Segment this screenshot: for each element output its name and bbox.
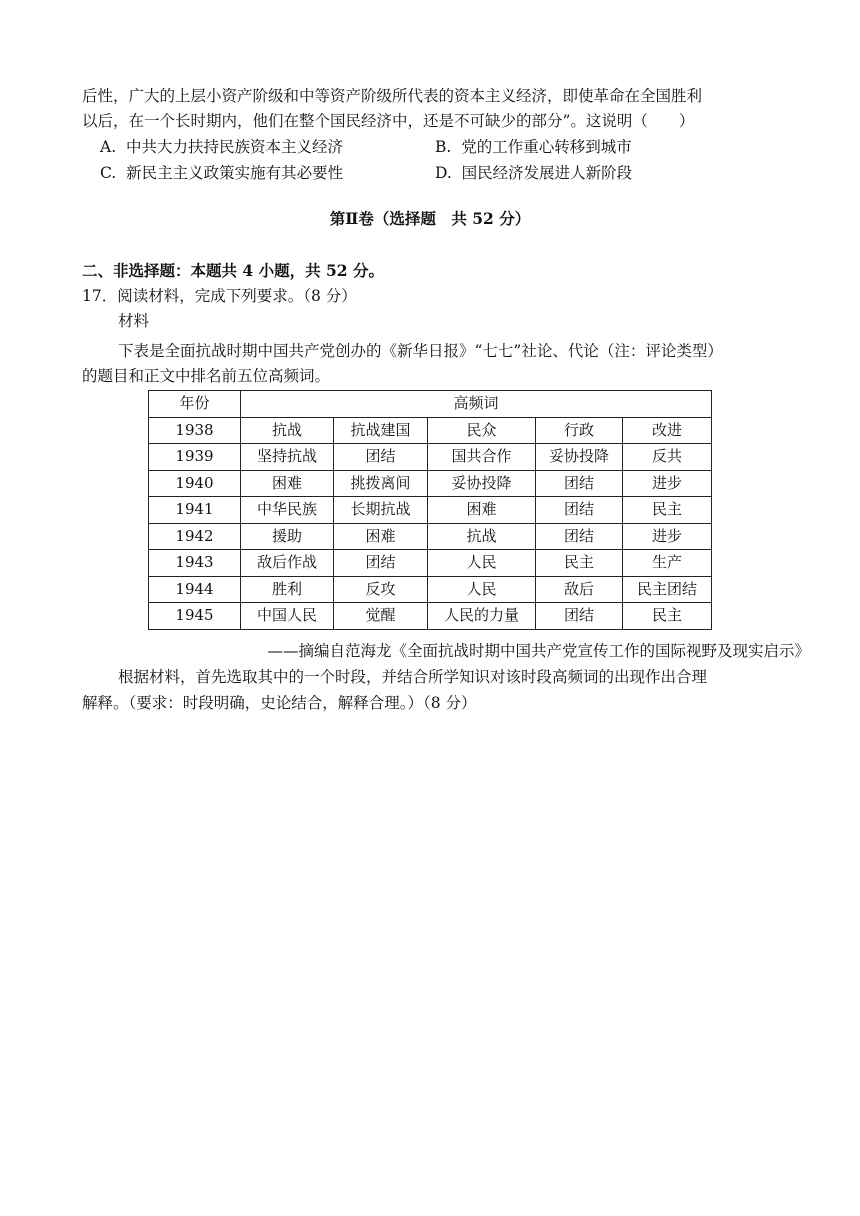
- word-cell: 人民: [428, 550, 536, 577]
- word-cell: 行政: [536, 417, 623, 444]
- word-cell: 觉醒: [334, 603, 428, 630]
- year-cell: 1942: [149, 523, 241, 550]
- prev-question-line-1: 后性，广大的上层小资产阶级和中等资产阶级所代表的资本主义经济，即使革命在全国胜利: [82, 87, 703, 105]
- question-stem: 17．阅读材料，完成下列要求。（8 分）: [82, 287, 357, 305]
- word-cell: 进步: [623, 470, 712, 497]
- word-cell: 中国人民: [241, 603, 334, 630]
- year-cell: 1945: [149, 603, 241, 630]
- option-letter: D.: [435, 164, 452, 182]
- word-cell: 援助: [241, 523, 334, 550]
- option-c: [100, 162, 343, 184]
- word-cell: 反共: [623, 444, 712, 471]
- word-cell: 妥协投降: [536, 444, 623, 471]
- word-cell: 敌后: [536, 576, 623, 603]
- option-text: 中共大力扶持民族资本主义经济: [125, 138, 343, 156]
- part-heading: 二、非选择题：本题共 4 小题，共 52 分。: [82, 261, 384, 280]
- option-d: [435, 162, 632, 184]
- word-cell: 胜利: [241, 576, 334, 603]
- year-cell: 1944: [149, 576, 241, 603]
- table-row: [149, 470, 712, 497]
- table-row: [149, 603, 712, 630]
- word-cell: 民主团结: [623, 576, 712, 603]
- table-row: [149, 576, 712, 603]
- word-cell: 生产: [623, 550, 712, 577]
- year-cell: 1940: [149, 470, 241, 497]
- word-cell: 困难: [334, 523, 428, 550]
- table-header-row: [149, 391, 712, 418]
- word-cell: 团结: [334, 444, 428, 471]
- word-cell: 抗战: [428, 523, 536, 550]
- word-cell: 长期抗战: [334, 497, 428, 524]
- year-cell: 1939: [149, 444, 241, 471]
- material-label: 材料: [118, 312, 150, 330]
- word-cell: 挑拨离间: [334, 470, 428, 497]
- word-cell: 抗战: [241, 417, 334, 444]
- option-text: 新民主主义政策实施有其必要性: [126, 164, 344, 182]
- word-cell: 困难: [241, 470, 334, 497]
- word-cell: 妥协投降: [428, 470, 536, 497]
- word-cell: 坚持抗战: [241, 444, 334, 471]
- table-row: [149, 444, 712, 471]
- material-intro-line-2: 的题目和正文中排名前五位高频词。: [82, 367, 331, 385]
- prev-question-line-2: 以后，在一个长时期内，他们在整个国民经济中，还是不可缺少的部分”。这说明（ ）: [82, 112, 695, 130]
- table-row: [149, 550, 712, 577]
- material-intro-line-1: 下表是全面抗战时期中国共产党创办的《新华日报》“七七”社论、代论（注：评论类型）: [118, 342, 723, 360]
- option-b: [435, 136, 632, 158]
- section-title: 第Ⅱ卷（选择题 共 52 分）: [329, 209, 531, 228]
- option-letter: A.: [100, 138, 117, 156]
- word-cell: 国共合作: [428, 444, 536, 471]
- word-cell: 团结: [334, 550, 428, 577]
- word-cell: 民主: [623, 603, 712, 630]
- word-cell: 改进: [623, 417, 712, 444]
- word-cell: 人民: [428, 576, 536, 603]
- word-cell: 中华民族: [241, 497, 334, 524]
- word-cell: 困难: [428, 497, 536, 524]
- option-letter: C.: [100, 164, 117, 182]
- source-citation: ——摘编自范海龙《全面抗战时期中国共产党宣传工作的国际视野及现实启示》: [267, 642, 810, 660]
- word-cell: 反攻: [334, 576, 428, 603]
- option-text: 党的工作重心转移到城市: [461, 138, 632, 156]
- high-frequency-words-table: [148, 390, 712, 630]
- year-cell: 1943: [149, 550, 241, 577]
- task-line-1: 根据材料，首先选取其中的一个时段，并结合所学知识对该时段高频词的出现作出合理: [118, 668, 708, 686]
- task-line-2: 解释。（要求：时段明确，史论结合，解释合理。）（8 分）: [82, 694, 477, 712]
- year-cell: 1941: [149, 497, 241, 524]
- word-cell: 团结: [536, 523, 623, 550]
- table-row: [149, 523, 712, 550]
- word-cell: 民众: [428, 417, 536, 444]
- word-cell: 人民的力量: [428, 603, 536, 630]
- word-cell: 团结: [536, 497, 623, 524]
- word-cell: 抗战建国: [334, 417, 428, 444]
- table-row: [149, 417, 712, 444]
- word-cell: 民主: [536, 550, 623, 577]
- option-letter: B.: [435, 138, 452, 156]
- header-year: 年份: [149, 391, 241, 418]
- word-cell: 民主: [623, 497, 712, 524]
- year-cell: 1938: [149, 417, 241, 444]
- word-cell: 敌后作战: [241, 550, 334, 577]
- option-text: 国民经济发展进人新阶段: [461, 164, 633, 182]
- header-words: 高频词: [241, 391, 712, 418]
- word-cell: 团结: [536, 470, 623, 497]
- word-cell: 进步: [623, 523, 712, 550]
- option-a: [100, 136, 343, 158]
- table-row: [149, 497, 712, 524]
- word-cell: 团结: [536, 603, 623, 630]
